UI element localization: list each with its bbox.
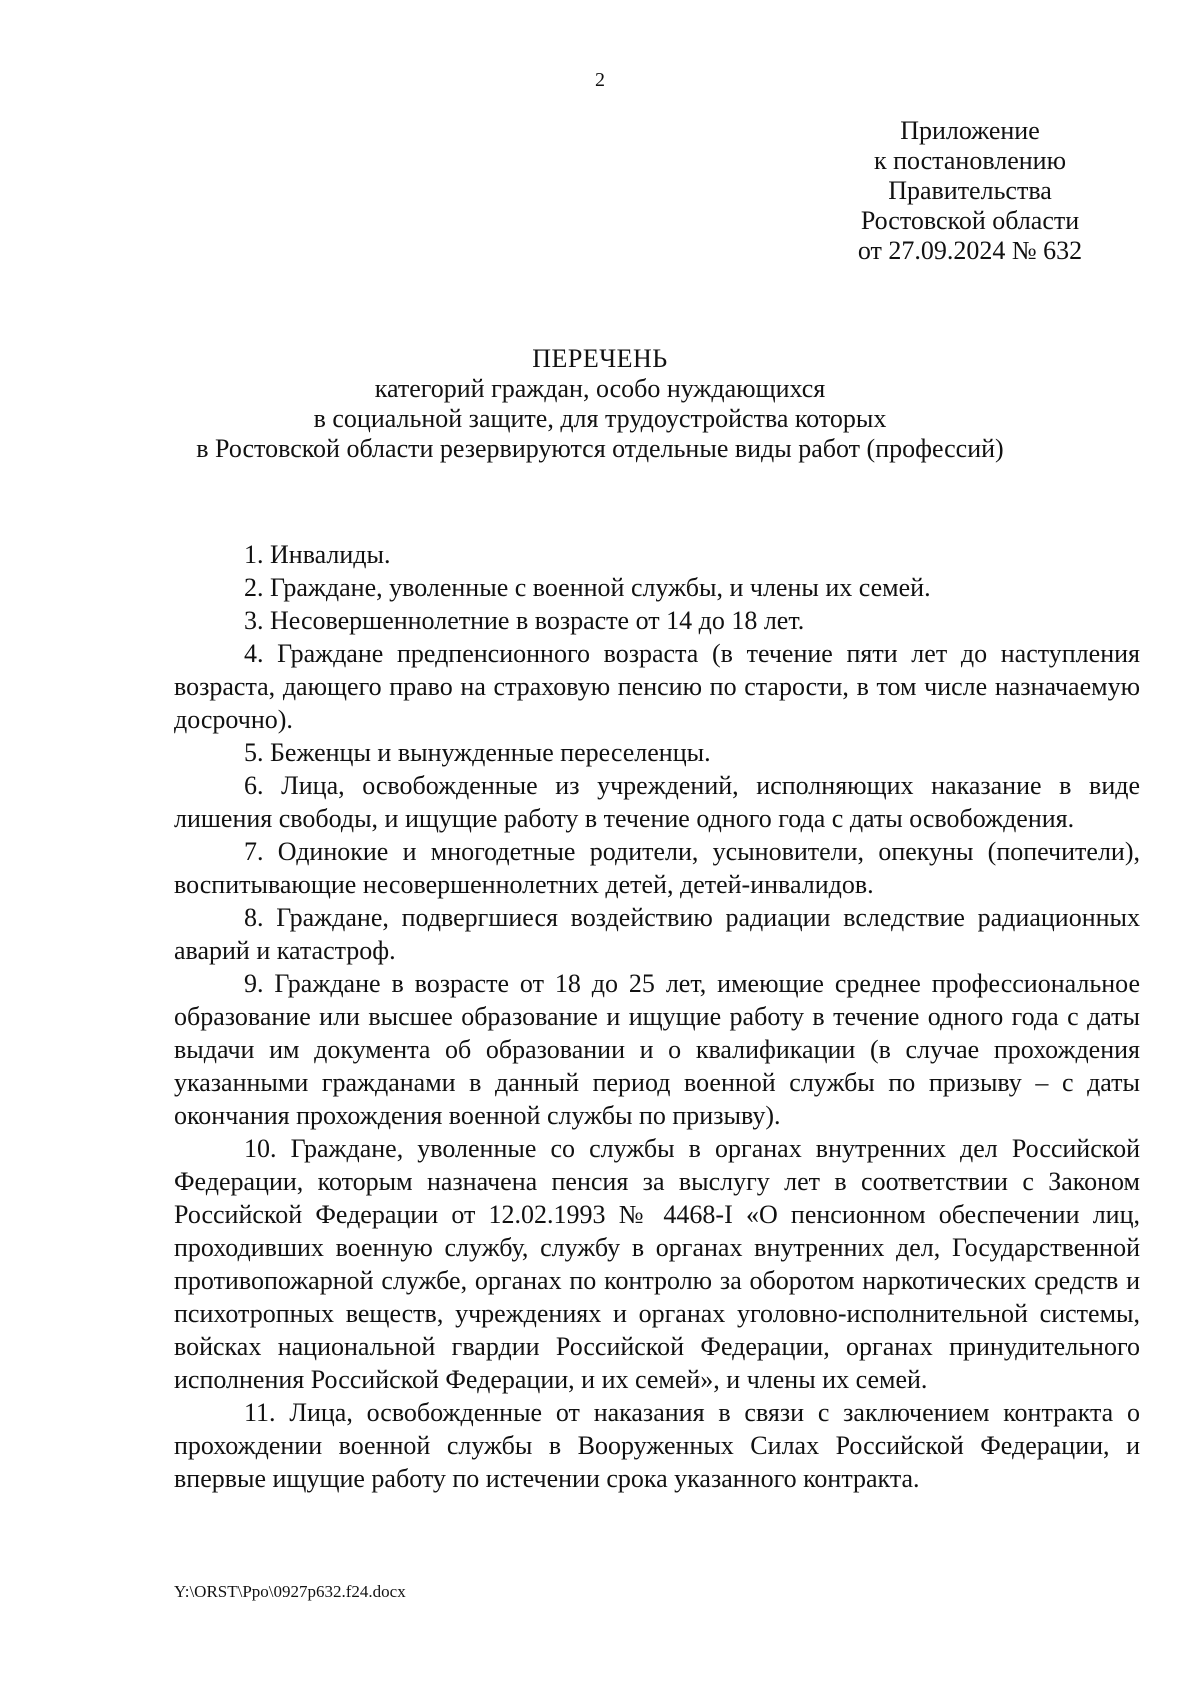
footer-file-path: Y:\ORST\Ppo\0927p632.f24.docx <box>174 1582 406 1601</box>
document-title: ПЕРЕЧЕНЬ <box>532 344 668 373</box>
list-item: 4. Граждане предпенсионного возраста (в течение пяти лет до наступления возраста, дающего право на страховую пенсию по старости, в том числе назначаемую досрочно). <box>174 639 1140 734</box>
list-item: 11. Лица, освобожденные от наказания в связи с заключением контракта о прохождении военной службы в Вооруженных Силах Российской Федерации, и впервые ищущие работу по истечении срока указанного контракта. <box>174 1398 1140 1493</box>
list-item: 10. Граждане, уволенные со службы в органах внутренних дел Российской Федерации, которым назначена пенсия за выслугу лет в соответствии с Законом Российской Федерации от 12.02.1993 № 4468-I «О пенсионном обеспечении лиц, проходивших военную службу, службу в органах внутренних дел, Государственной противопожарной службе, органах по контролю за оборотом наркотических средств и психотропных веществ, учреждениях и органах уголовно-исполнительной системы, войсках национальной гвардии Российской Федерации, органах принудительного исполнения Российской Федерации, и их семей», и члены их семей. <box>174 1134 1140 1394</box>
appendix-line: Приложение <box>900 116 1040 145</box>
category-list <box>174 538 1140 1495</box>
list-item: 6. Лица, освобожденные из учреждений, исполняющих наказание в виде лишения свободы, и ищущие работу в течение одного года с даты освобождения. <box>174 771 1140 833</box>
appendix-line: к постановлению <box>873 146 1067 175</box>
page-number: 2 <box>595 69 605 91</box>
list-item: 8. Граждане, подвергшиеся воздействию радиации вследствие радиационных аварий и катастроф. <box>174 903 1140 965</box>
appendix-line: от 27.09.2024 № 632 <box>857 236 1083 265</box>
list-item: 2. Граждане, уволенные с военной службы, и члены их семей. <box>244 573 931 602</box>
document-subtitle-line: в Ростовской области резервируются отдельные виды работ (профессий) <box>196 434 1004 463</box>
list-item: 3. Несовершеннолетние в возрасте от 14 до 18 лет. <box>244 606 805 635</box>
document-title-block <box>150 344 1050 464</box>
appendix-line: Правительства <box>888 176 1052 205</box>
list-item: 9. Граждане в возрасте от 18 до 25 лет, имеющие среднее профессиональное образование или высшее образование и ищущие работу в течение одного года с даты выдачи им документа об образовании и о квалификации (в случае прохождения указанными гражданами в данный период военной службы по призыву – с даты окончания прохождения военной службы по призыву). <box>174 969 1140 1130</box>
document-subtitle-line: категорий граждан, особо нуждающихся <box>374 374 826 403</box>
appendix-header <box>760 116 1180 266</box>
list-item: 1. Инвалиды. <box>244 540 391 569</box>
appendix-line: Ростовской области <box>860 206 1080 235</box>
list-item: 5. Беженцы и вынужденные переселенцы. <box>244 738 711 767</box>
document-subtitle-line: в социальной защите, для трудоустройства которых <box>313 404 887 433</box>
list-item: 7. Одинокие и многодетные родители, усыновители, опекуны (попечители), воспитывающие несовершеннолетних детей, детей-инвалидов. <box>174 837 1140 899</box>
